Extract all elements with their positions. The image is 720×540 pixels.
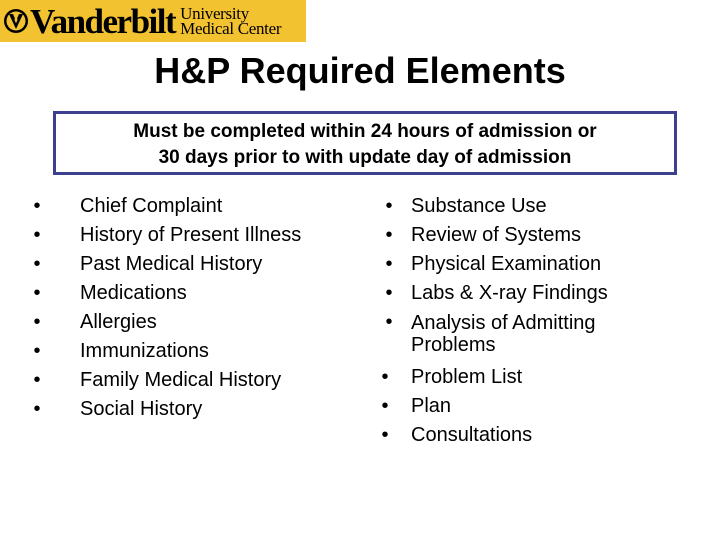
- list-item-label: Past Medical History: [80, 253, 263, 275]
- list-item: [382, 192, 661, 221]
- list-item: [382, 279, 661, 308]
- list-item-label: Analysis of Admitting Problems: [411, 312, 596, 356]
- bullet-icon: •: [33, 282, 41, 304]
- list-item: [382, 421, 661, 450]
- list-item: [30, 192, 301, 221]
- list-item-label: Social History: [80, 398, 203, 420]
- bullet-icon: •: [33, 224, 41, 246]
- list-item-label: Substance Use: [411, 195, 547, 217]
- list-item-label: Chief Complaint: [80, 195, 223, 217]
- list-item-label: Physical Examination: [411, 253, 602, 275]
- list-item-label: Labs & X-ray Findings: [411, 282, 608, 304]
- logo-subtitle-line2: Medical Center: [180, 19, 282, 38]
- bullet-icon: •: [385, 195, 393, 217]
- vanderbilt-logo: [0, 0, 306, 42]
- list-item-label: Allergies: [80, 311, 157, 333]
- bullet-icon: •: [385, 224, 393, 246]
- list-item-label: Review of Systems: [411, 224, 582, 246]
- list-item-label: Medications: [80, 282, 187, 304]
- note-line-1: Must be completed within 24 hours of admission or: [133, 121, 597, 142]
- list-item: [382, 308, 661, 363]
- list-item: [382, 221, 661, 250]
- bullet-icon: •: [381, 424, 389, 446]
- bullet-icon: •: [385, 282, 393, 304]
- note-line-2: 30 days prior to with update day of admission: [158, 147, 572, 168]
- bullet-icon: •: [385, 253, 393, 275]
- list-item: [30, 395, 301, 424]
- bullet-icon: •: [33, 398, 41, 420]
- bullet-icon: •: [33, 369, 41, 391]
- list-item-label: Plan: [411, 395, 452, 417]
- list-item-label: Problem List: [411, 366, 523, 388]
- bullet-icon: •: [33, 340, 41, 362]
- list-item: [30, 366, 301, 395]
- bullet-icon: •: [381, 366, 389, 388]
- logo-subtitle-line1: University: [180, 4, 249, 23]
- logo-wordmark: Vanderbilt: [30, 1, 176, 41]
- list-item-label: Consultations: [411, 424, 533, 446]
- bullet-icon: •: [33, 195, 41, 217]
- list-item: [382, 392, 661, 421]
- bullet-icon: •: [381, 395, 389, 417]
- list-item: [30, 250, 301, 279]
- list-item: [30, 221, 301, 250]
- left-element-list: [30, 192, 301, 424]
- list-item: [382, 250, 661, 279]
- vanderbilt-v-oak-leaf-icon: [3, 8, 29, 34]
- list-item-label: Family Medical History: [80, 369, 282, 391]
- list-item: [382, 363, 661, 392]
- requirement-note-box: [53, 111, 677, 175]
- list-item-label: Immunizations: [80, 340, 209, 362]
- list-item: [30, 279, 301, 308]
- bullet-icon: •: [385, 311, 393, 333]
- logo-subtitle: [180, 6, 281, 36]
- right-element-list: [382, 192, 661, 450]
- bullet-icon: •: [33, 311, 41, 333]
- slide-title: H&P Required Elements: [154, 50, 566, 91]
- list-item: [30, 337, 301, 366]
- list-item-label: History of Present Illness: [80, 224, 302, 246]
- bullet-icon: •: [33, 253, 41, 275]
- list-item: [30, 308, 301, 337]
